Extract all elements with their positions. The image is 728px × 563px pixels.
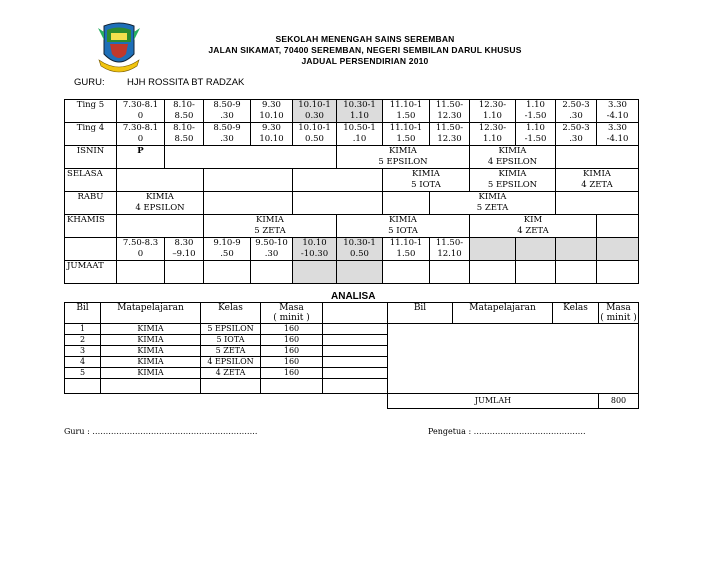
- column-header: Matapelajaran: [453, 303, 553, 324]
- class-cell: KIMIA 4 EPSILON: [470, 146, 556, 169]
- cell: 12.30- 1.10: [470, 100, 516, 123]
- column-header: Matapelajaran: [101, 303, 201, 324]
- cell: [470, 261, 516, 284]
- cell: [117, 215, 204, 238]
- cell: [597, 261, 639, 284]
- cell: KIMIA: [101, 357, 201, 368]
- cell: 160: [261, 368, 323, 379]
- cell: [204, 192, 293, 215]
- cell: 4: [65, 357, 101, 368]
- day-label: SELASA: [65, 169, 117, 192]
- timetable: [64, 99, 639, 284]
- rabu-row: [65, 192, 639, 215]
- cell: 1.10 -1.50: [516, 100, 556, 123]
- column-header: Masa ( minit ): [600, 303, 637, 323]
- cell: 5 IOTA: [201, 335, 261, 346]
- table-row: [65, 324, 639, 335]
- jumaat-row: [65, 261, 639, 284]
- cell: 10.10 -10.30: [293, 238, 337, 261]
- cell: [470, 238, 516, 261]
- cell: [293, 261, 337, 284]
- cell: KIMIA: [101, 346, 201, 357]
- class-cell: KIMIA 5 IOTA: [337, 215, 470, 238]
- cell: 11.50- 12.10: [430, 238, 470, 261]
- khamis-row: [65, 215, 639, 238]
- cell: 5 EPSILON: [201, 324, 261, 335]
- cell: [117, 169, 204, 192]
- cell: [323, 357, 388, 368]
- cell: [165, 261, 204, 284]
- pengetua-signature-line: Pengetua : ……………………………………: [428, 427, 586, 436]
- cell: 1: [65, 324, 101, 335]
- cell: 10.10-1 0.30: [293, 100, 337, 123]
- class-cell: KIMIA 5 ZETA: [204, 215, 337, 238]
- isnin-row: [65, 146, 639, 169]
- school-address: JALAN SIKAMAT, 70400 SEREMBAN, NEGERI SEMBILAN DARUL KHUSUS: [208, 45, 522, 55]
- cell: [597, 215, 639, 238]
- cell: [383, 261, 430, 284]
- cell: 9.10-9 .50: [204, 238, 251, 261]
- right-blank-area: [388, 324, 639, 394]
- column-header: Kelas: [553, 303, 599, 324]
- total-row: [65, 394, 639, 409]
- cell: 10.30-1 1.10: [337, 100, 383, 123]
- cell: 7.30-8.1 0: [117, 100, 165, 123]
- cell: 4 ZETA: [201, 368, 261, 379]
- class-cell: KIMIA 5 IOTA: [383, 169, 470, 192]
- class-cell: KIM 4 ZETA: [470, 215, 597, 238]
- ting5-times-row: [65, 100, 639, 123]
- cell: [323, 346, 388, 357]
- cell: 3: [65, 346, 101, 357]
- ting4-times-row: [65, 123, 639, 146]
- cell: KIMIA: [101, 324, 201, 335]
- guru-signature-line: Guru : ……………………………………………………..: [64, 427, 258, 436]
- cell: 8.10- 8.50: [165, 100, 204, 123]
- cell: 4 EPSILON: [201, 357, 261, 368]
- cell: [251, 261, 293, 284]
- column-header: Masa ( minit ): [261, 303, 323, 324]
- cell: 8.30 –9.10: [165, 238, 204, 261]
- cell: 11.50- 12.30: [430, 123, 470, 146]
- cell: [430, 261, 470, 284]
- cell: [556, 261, 597, 284]
- cell: KIMIA: [101, 335, 201, 346]
- class-cell: KIMIA 4 ZETA: [556, 169, 639, 192]
- cell: 8.50-9 .30: [204, 123, 251, 146]
- cell: [65, 394, 388, 409]
- analisa-table: [64, 302, 639, 409]
- column-header: Kelas: [201, 303, 261, 324]
- cell: 2.50-3 .30: [556, 123, 597, 146]
- cell: [65, 238, 117, 261]
- cell: 5: [65, 368, 101, 379]
- column-header: Bil: [388, 303, 453, 324]
- class-cell: KIMIA 5 EPSILON: [470, 169, 556, 192]
- cell: [323, 379, 388, 394]
- cell: Ting 5: [65, 100, 117, 123]
- cell: 8.10- 8.50: [165, 123, 204, 146]
- cell: 8.50-9 .30: [204, 100, 251, 123]
- day-label: KHAMIS: [65, 215, 117, 238]
- cell: [293, 192, 383, 215]
- cell: [323, 324, 388, 335]
- cell: 3.30 -4.10: [597, 100, 639, 123]
- cell: 9.50-10 .30: [251, 238, 293, 261]
- cell: [323, 335, 388, 346]
- analisa-title: ANALISA: [331, 291, 376, 302]
- cell: [383, 192, 430, 215]
- guru-label: GURU:: [74, 77, 105, 88]
- cell: [101, 379, 201, 394]
- cell: [117, 261, 165, 284]
- school-name: SEKOLAH MENENGAH SAINS SEREMBAN: [275, 34, 455, 44]
- day-label: RABU: [65, 192, 117, 215]
- class-cell: KIMIA 5 ZETA: [430, 192, 556, 215]
- cell: 3.30 -4.10: [597, 123, 639, 146]
- cell: [323, 368, 388, 379]
- cell: [337, 261, 383, 284]
- cell: P: [117, 146, 165, 169]
- total-label: JUMLAH: [388, 394, 599, 409]
- cell: [65, 379, 101, 394]
- column-header: Bil: [65, 303, 101, 324]
- cell: Ting 4: [65, 123, 117, 146]
- day-label: JUMAAT: [65, 261, 117, 284]
- cell: 9.30 10.10: [251, 100, 293, 123]
- document-title: JADUAL PERSENDIRIAN 2010: [301, 56, 429, 66]
- cell: 2.50-3 .30: [556, 100, 597, 123]
- cell: 5 ZETA: [201, 346, 261, 357]
- cell: 10.10-1 0.50: [293, 123, 337, 146]
- cell: 10.30-1 0.50: [337, 238, 383, 261]
- class-cell: KIMIA 4 EPSILON: [117, 192, 204, 215]
- cell: 1.10 -1.50: [516, 123, 556, 146]
- cell: 160: [261, 346, 323, 357]
- cell: 9.30 10.10: [251, 123, 293, 146]
- cell: 12.30- 1.10: [470, 123, 516, 146]
- cell: [165, 146, 337, 169]
- cell: [204, 261, 251, 284]
- cell: 7.30-8.1 0: [117, 123, 165, 146]
- cell: 2: [65, 335, 101, 346]
- cell: 11.10-1 1.50: [383, 123, 430, 146]
- cell: 11.50- 12.30: [430, 100, 470, 123]
- cell: 160: [261, 357, 323, 368]
- cell: 160: [261, 335, 323, 346]
- cell: [556, 192, 639, 215]
- school-crest-logo: [96, 20, 142, 76]
- cell: [293, 169, 383, 192]
- cell: [556, 238, 597, 261]
- cell: [516, 238, 556, 261]
- cell: [201, 379, 261, 394]
- total-value: 800: [599, 394, 639, 409]
- cell: 11.10-1 1.50: [383, 100, 430, 123]
- friday-times-row: [65, 238, 639, 261]
- day-label: ISNIN: [65, 146, 117, 169]
- cell: [323, 303, 388, 324]
- cell: 7.50-8.3 0: [117, 238, 165, 261]
- guru-name: HJH ROSSITA BT RADZAK: [127, 77, 245, 88]
- cell: 160: [261, 324, 323, 335]
- cell: [516, 261, 556, 284]
- cell: [556, 146, 639, 169]
- cell: [597, 238, 639, 261]
- class-cell: KIMIA 5 EPSILON: [337, 146, 470, 169]
- selasa-row: [65, 169, 639, 192]
- cell: [261, 379, 323, 394]
- cell: 10.50-1 .10: [337, 123, 383, 146]
- cell: KIMIA: [101, 368, 201, 379]
- cell: [204, 169, 293, 192]
- analisa-header-row: [65, 303, 639, 324]
- cell: 11.10-1 1.50: [383, 238, 430, 261]
